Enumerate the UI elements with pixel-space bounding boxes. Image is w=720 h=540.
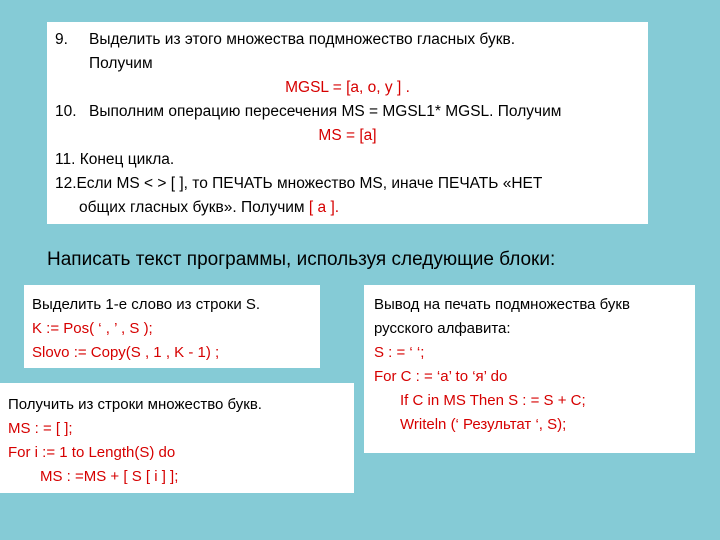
code-line: Writeln (‘ Результат ‘, S);	[400, 416, 567, 433]
code-line: For i := 1 to Length(S) do	[8, 444, 176, 461]
code-line: MS : = [ ];	[8, 420, 73, 437]
block-extract-word	[24, 285, 320, 368]
code-line: MS : =MS + [ S [ i ] ];	[40, 468, 179, 485]
block-print-subset-title-2: русского алфавита:	[374, 320, 511, 337]
step-9-text-continued: Получим	[89, 55, 153, 72]
code-line: K := Pos( ‘ , ’ , S );	[32, 320, 153, 337]
code-line: For C : = ‘а’ to ‘я’ do	[374, 368, 508, 385]
step-12-result: [ а ].	[308, 199, 340, 216]
block-letter-set-title: Получить из строки множество букв.	[8, 396, 262, 413]
step-9-number: 9.	[55, 31, 68, 48]
task-heading: Написать текст программы, используя следующие блоки:	[47, 249, 556, 270]
step-9-text: Выделить из этого множества подмножество гласных букв.	[89, 31, 516, 48]
code-line: If C in MS Then S : = S + C;	[400, 392, 586, 409]
block-print-subset	[364, 285, 695, 453]
step-9	[55, 28, 640, 52]
algorithm-steps-box	[47, 22, 648, 224]
step-10-result: MS = [а]	[318, 127, 377, 144]
block-letter-set	[0, 383, 354, 493]
step-9-result: MGSL = [а, о, у ] .	[285, 79, 410, 96]
step-12-line-2	[55, 196, 640, 220]
step-10-number: 10.	[55, 103, 77, 120]
code-line: S : = ‘ ‘;	[374, 344, 425, 361]
step-10-text: Выполним операцию пересечения MS = MGSL1* MGSL. Получим	[89, 103, 562, 120]
step-12-line-1: 12.Если MS < > [ ], то ПЕЧАТЬ множество MS, иначе ПЕЧАТЬ «НЕТ	[55, 175, 543, 192]
step-10	[55, 100, 640, 124]
block-print-subset-title: Вывод на печать подмножества букв	[374, 296, 630, 313]
code-line: Slovo := Copy(S , 1 , K - 1) ;	[32, 344, 220, 361]
step-12-text: общих гласных букв». Получим	[79, 199, 309, 216]
step-11: 11. Конец цикла.	[55, 151, 175, 168]
block-extract-word-title: Выделить 1-е слово из строки S.	[32, 296, 261, 313]
